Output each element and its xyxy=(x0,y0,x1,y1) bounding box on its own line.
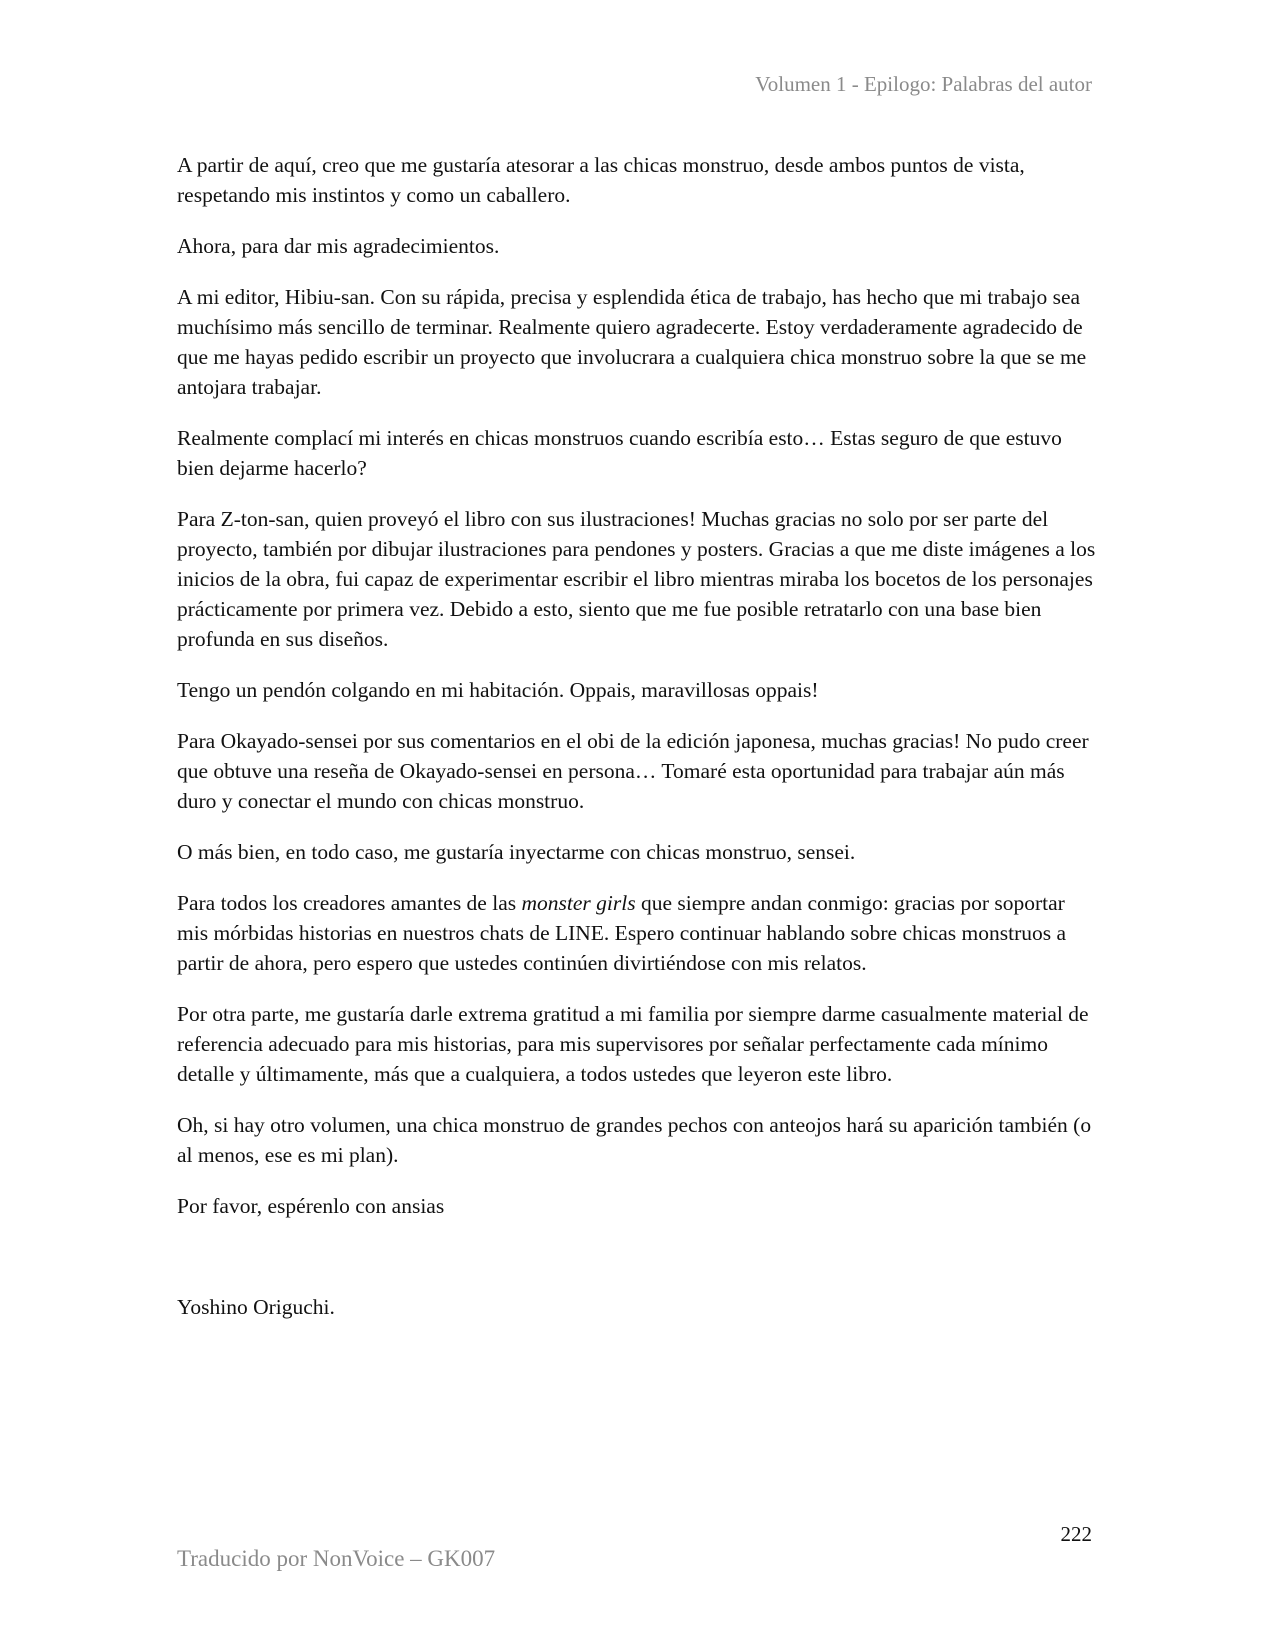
paragraph-9-italic-term: monster girls xyxy=(521,891,636,915)
paragraph-9 xyxy=(177,888,1097,978)
translator-credit: Traducido por NonVoice – GK007 xyxy=(177,1546,496,1571)
paragraph-12: Por favor, espérenlo con ansias xyxy=(177,1194,445,1218)
author-signature: Yoshino Origuchi. xyxy=(177,1295,335,1319)
paragraph-3: A mi editor, Hibiu-san. Con su rápida, precisa y esplendida ética de trabajo, has hecho que mi trabajo sea muchísimo más sencillo de terminar. Realmente quiero agradecerte. Estoy verdaderamente agradecido de que me hayas pedido escribir un proyecto que involucrara a cualquiera chica monstruo sobre la que se me antojara trabajar. xyxy=(177,285,1087,399)
page-number: 222 xyxy=(1060,1522,1092,1546)
paragraph-7: Para Okayado-sensei por sus comentarios en el obi de la edición japonesa, muchas gracias! No pudo creer que obtuve una reseña de Okayado-sensei en persona… Tomaré esta oportunidad para trabajar aún más duro y conectar el mundo con chicas monstruo. xyxy=(177,729,1089,813)
body-text xyxy=(177,150,1097,1242)
paragraph-6: Tengo un pendón colgando en mi habitación. Oppais, maravillosas oppais! xyxy=(177,678,819,702)
paragraph-10: Por otra parte, me gustaría darle extrema gratitud a mi familia por siempre darme casualmente material de referencia adecuado para mis historias, para mis supervisores por señalar perfectamente cada mínimo detalle y últimamente, más que a cualquiera, a todos ustedes que leyeron este libro. xyxy=(177,1002,1089,1086)
paragraph-4: Realmente complací mi interés en chicas monstruos cuando escribía esto… Estas seguro de que estuvo bien dejarme hacerlo? xyxy=(177,426,1062,480)
paragraph-9-start: Para todos los creadores amantes de las xyxy=(177,891,522,915)
paragraph-9-end: que siempre andan conmigo: gracias por soportar mis mórbidas historias en nuestros chats de LINE. Espero continuar hablando sobre chicas monstruos a partir de ahora, pero espero que ustedes continúen divirtiéndose con mis relatos. xyxy=(177,891,1067,975)
paragraph-2: Ahora, para dar mis agradecimientos. xyxy=(177,234,500,258)
paragraph-8: O más bien, en todo caso, me gustaría inyectarme con chicas monstruo, sensei. xyxy=(177,840,856,864)
paragraph-1: A partir de aquí, creo que me gustaría atesorar a las chicas monstruo, desde ambos puntos de vista, respetando mis instintos y como un caballero. xyxy=(177,153,1025,207)
paragraph-5: Para Z-ton-san, quien proveyó el libro con sus ilustraciones! Muchas gracias no solo por ser parte del proyecto, también por dibujar ilustraciones para pendones y posters. Gracias a que me diste imágenes a los inicios de la obra, fui capaz de experimentar escribir el libro mientras miraba los bocetos de los personajes prácticamente por primera vez. Debido a esto, siento que me fue posible retratarlo con una base bien profunda en sus diseños. xyxy=(177,507,1096,651)
paragraph-11: Oh, si hay otro volumen, una chica monstruo de grandes pechos con anteojos hará su aparición también (o al menos, ese es mi plan). xyxy=(177,1113,1092,1167)
running-header: Volumen 1 - Epilogo: Palabras del autor xyxy=(755,72,1092,96)
